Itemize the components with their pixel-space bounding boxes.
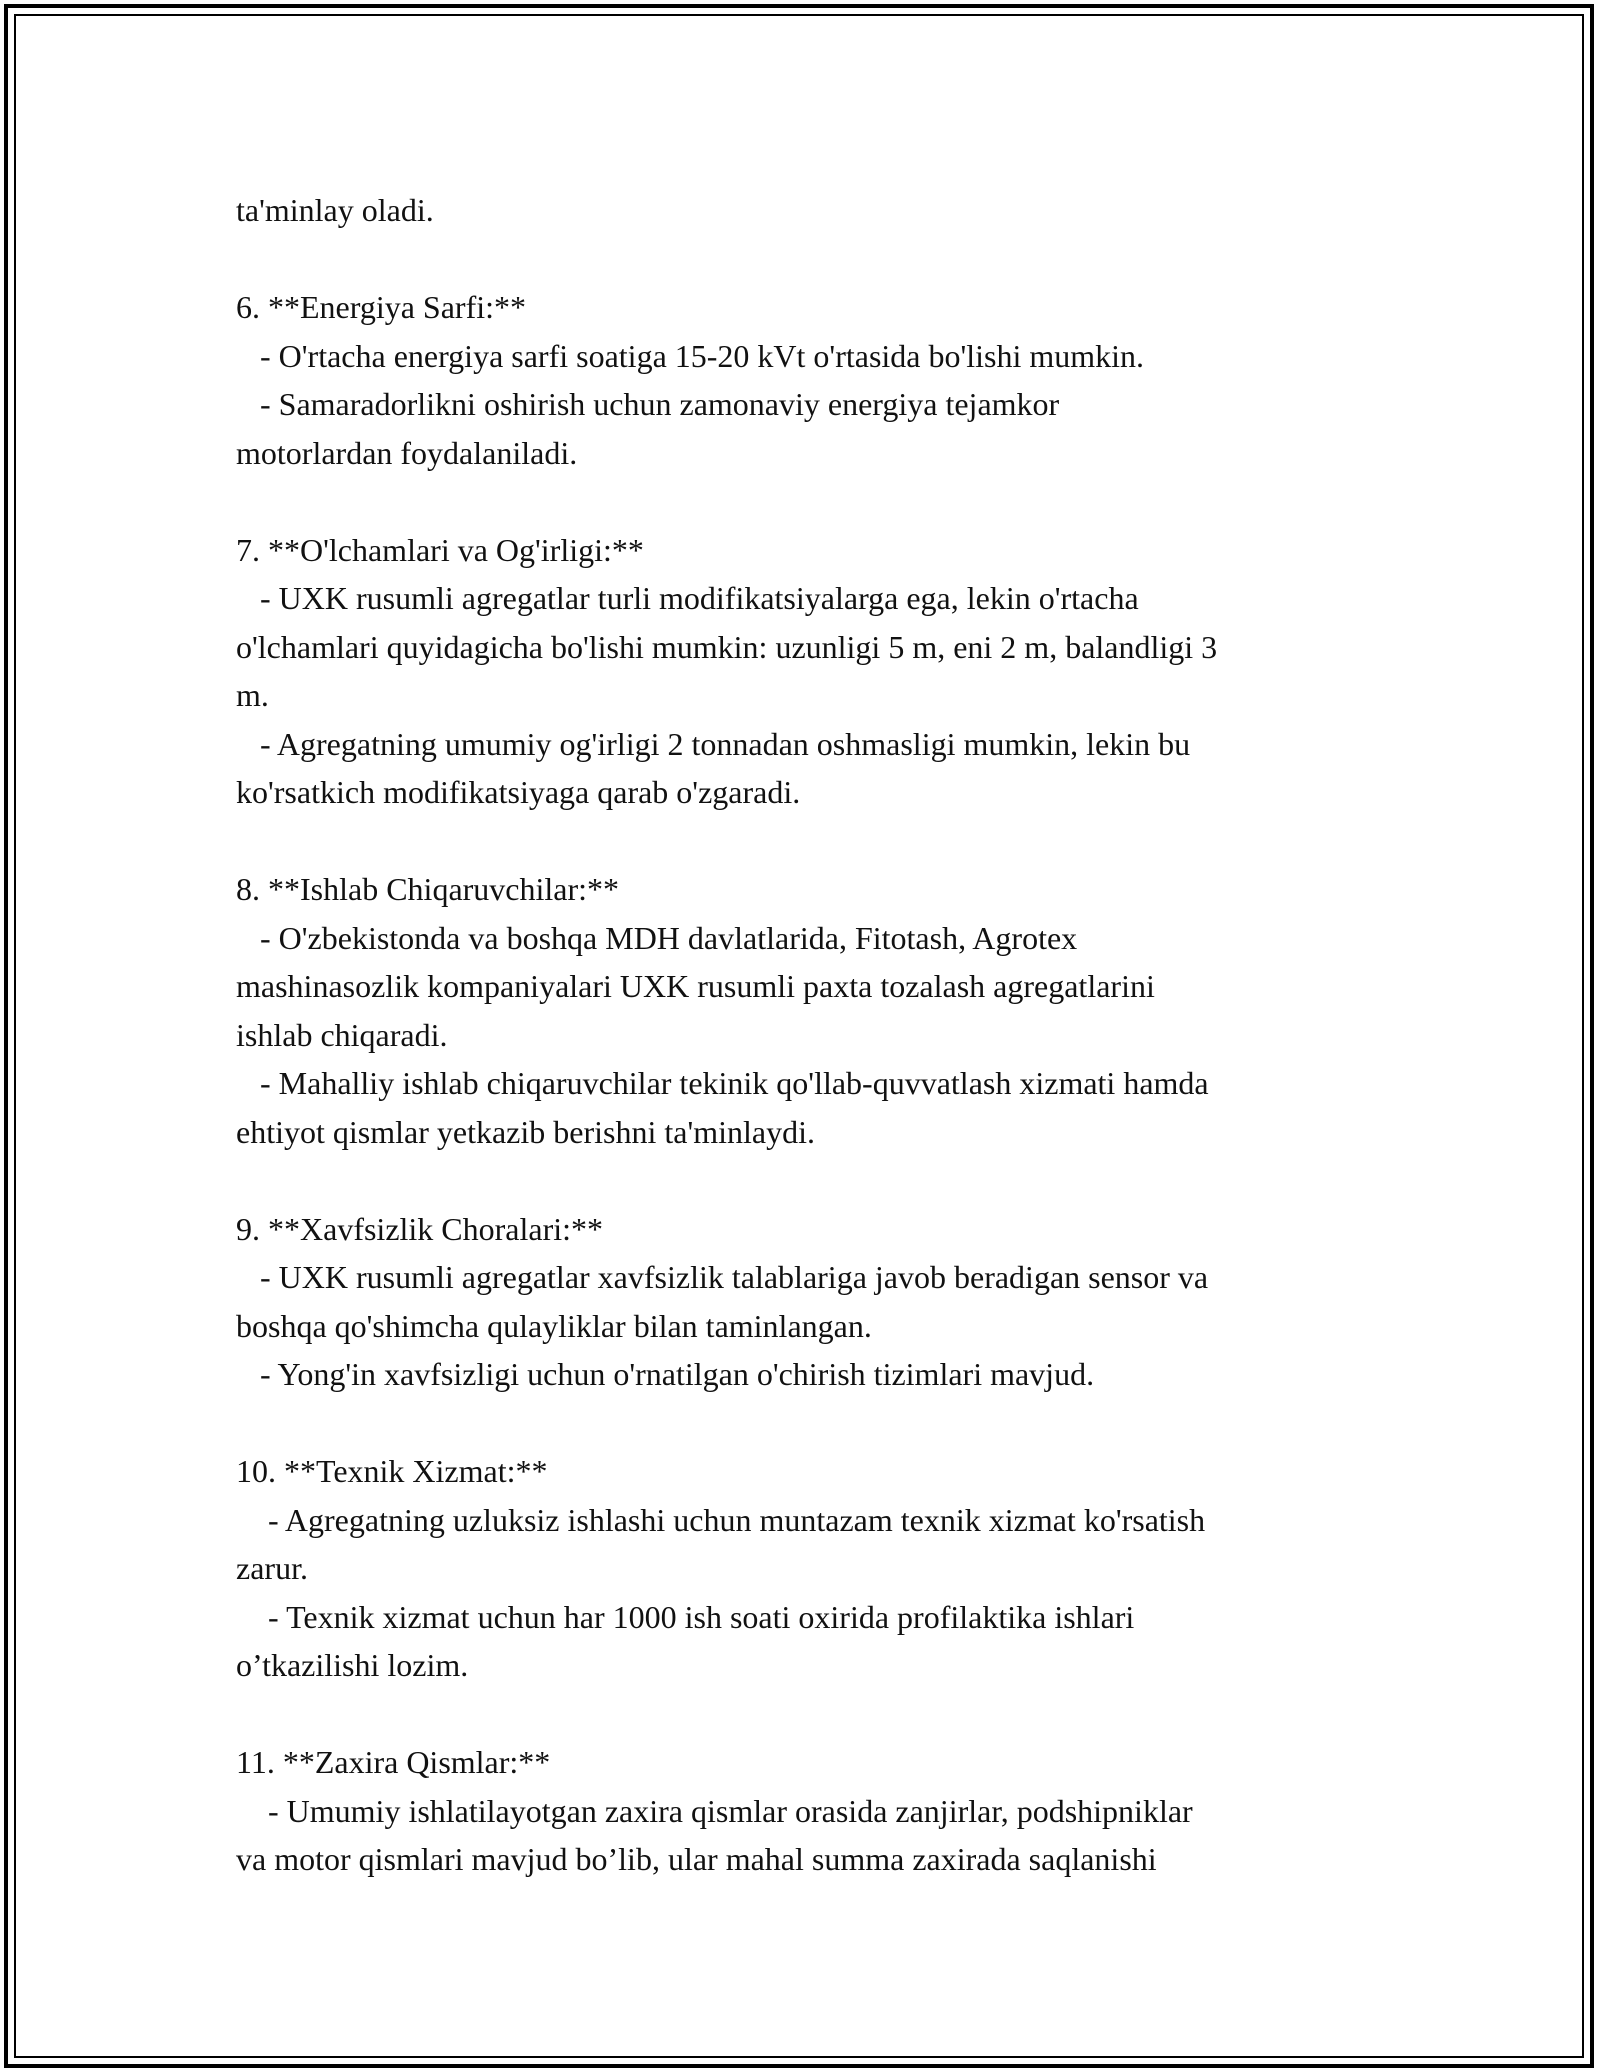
section-heading: 7. **O'lchamlari va Og'irligi:** (236, 531, 644, 568)
section-line: va motor qismlari mavjud bo’lib, ular mahal summa zaxirada saqlanishi (236, 1841, 1157, 1877)
section-line: zarur. (236, 1550, 308, 1586)
document-body (236, 186, 1366, 1884)
section-line: o’tkazilishi lozim. (236, 1647, 469, 1683)
blank-line (236, 817, 1366, 866)
section-line: - Samaradorlikni oshirish uchun zamonaviy energiya tejamkor (236, 386, 1060, 422)
section-maintenance (236, 1447, 1366, 1690)
section-heading: 9. **Xavfsizlik Choralari:** (236, 1210, 604, 1247)
section-line: - Umumiy ishlatilayotgan zaxira qismlar orasida zanjirlar, podshipniklar (236, 1792, 1193, 1829)
blank-line (236, 1399, 1366, 1448)
section-energy (236, 283, 1366, 477)
intro-line: ta'minlay oladi. (236, 192, 434, 228)
section-line: m. (236, 677, 269, 713)
section-line: ko'rsatkich modifikatsiyaga qarab o'zgaradi. (236, 774, 801, 810)
blank-line (236, 1156, 1366, 1205)
section-line: - Texnik xizmat uchun har 1000 ish soati oxirida profilaktika ishlari (236, 1598, 1135, 1635)
section-heading: 10. **Texnik Xizmat:** (236, 1453, 548, 1489)
section-line: ehtiyot qismlar yetkazib berishni ta'minlaydi. (236, 1113, 815, 1150)
section-line: mashinasozlik kompaniyalari UXK rusumli paxta tozalash agregatlarini (236, 968, 1155, 1004)
section-heading: 6. **Energiya Sarfi:** (236, 289, 527, 325)
section-line: - O'rtacha energiya sarfi soatiga 15-20 kVt o'rtasida bo'lishi mumkin. (236, 337, 1145, 374)
section-heading: 8. **Ishlab Chiqaruvchilar:** (236, 871, 620, 907)
section-line: - UXK rusumli agregatlar turli modifikatsiyalarga ega, lekin o'rtacha (236, 580, 1139, 616)
section-line: ishlab chiqaradi. (236, 1016, 448, 1053)
section-spare-parts (236, 1738, 1366, 1884)
section-line: motorlardan foydalaniladi. (236, 434, 578, 471)
section-manufacturers (236, 865, 1366, 1156)
section-safety (236, 1205, 1366, 1399)
section-line: boshqa qo'shimcha qulayliklar bilan taminlangan. (236, 1307, 872, 1344)
section-line: - Mahalliy ishlab chiqaruvchilar tekinik qo'llab-quvvatlash xizmati hamda (236, 1065, 1209, 1101)
section-line: o'lchamlari quyidagicha bo'lishi mumkin: uzunligi 5 m, eni 2 m, balandligi 3 (236, 628, 1218, 665)
section-heading: 11. **Zaxira Qismlar:** (236, 1744, 551, 1780)
section-line: - O'zbekistonda va boshqa MDH davlatlarida, Fitotash, Agrotex (236, 919, 1078, 956)
section-line: - Agregatning umumiy og'irligi 2 tonnadan oshmasligi mumkin, lekin bu (236, 725, 1191, 762)
blank-line (236, 1690, 1366, 1739)
section-line: - Agregatning uzluksiz ishlashi uchun muntazam texnik xizmat ko'rsatish (236, 1501, 1206, 1538)
section-dimensions (236, 526, 1366, 817)
section-line: - UXK rusumli agregatlar xavfsizlik talablariga javob beradigan sensor va (236, 1259, 1209, 1295)
blank-line (236, 477, 1366, 526)
section-line: - Yong'in xavfsizligi uchun o'rnatilgan o'chirish tizimlari mavjud. (236, 1356, 1095, 1392)
blank-line (236, 235, 1366, 284)
